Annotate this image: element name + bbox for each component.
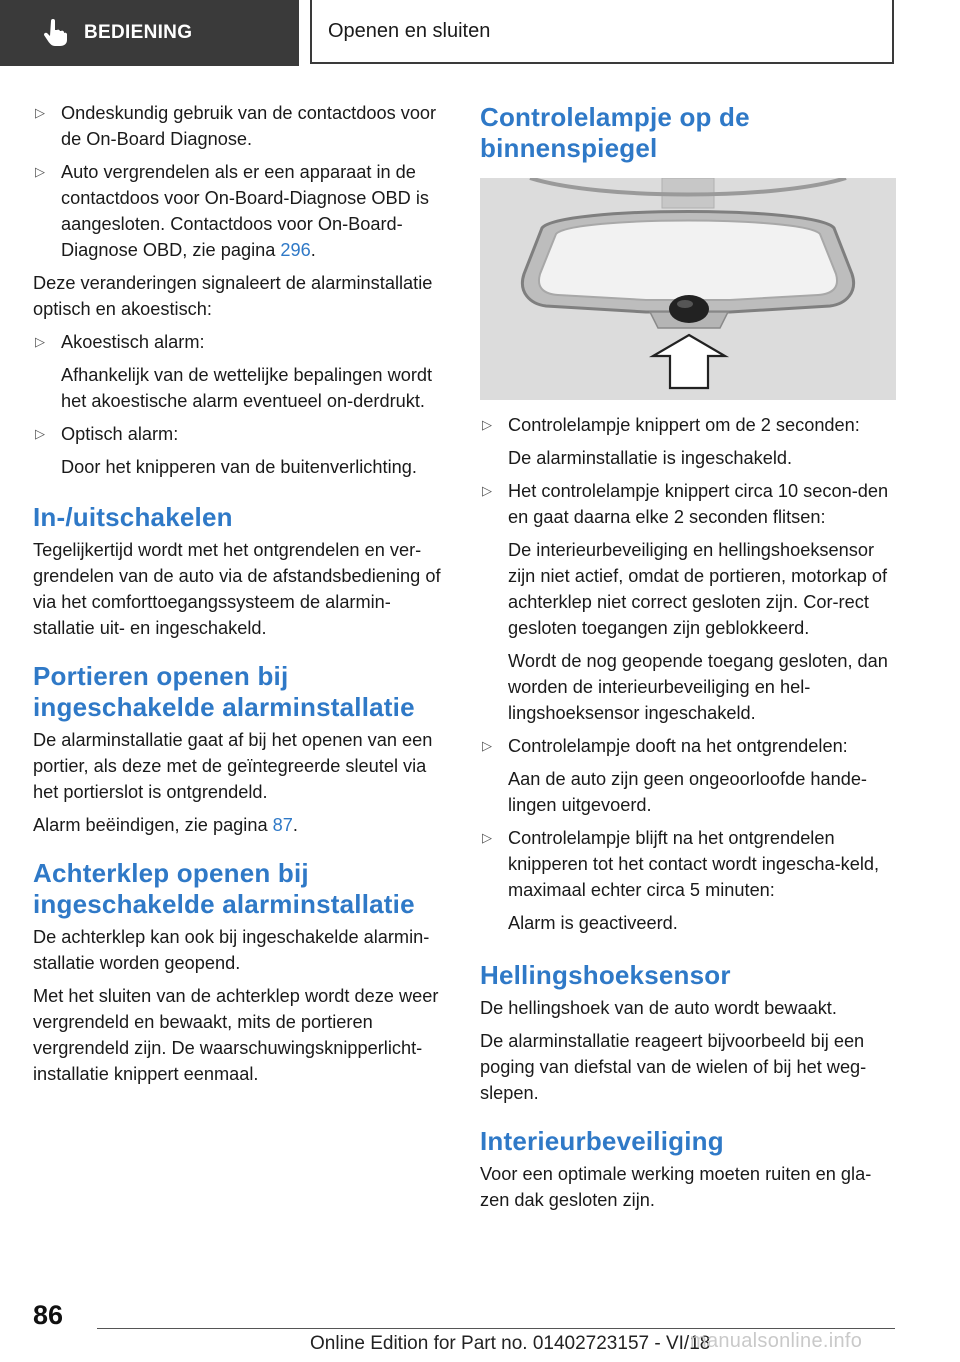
page-link[interactable]: 296 — [280, 240, 311, 260]
paragraph — [33, 812, 451, 838]
list-item-text: Auto vergrendelen als er een apparaat in de contactdoos voor On-Board-Diagnose OBD is aangesloten. Contactdoos voor On-Board-Diagnose OBD, zie pagina — [61, 162, 429, 260]
list-item-text: Controlelampje knippert om de 2 seconden: — [508, 415, 860, 435]
list-item-detail: Wordt de nog geopende toegang gesloten, dan worden de interieurbeveiliging en hel-lingshoeksensor ingeschakeld. — [508, 651, 888, 723]
section-heading: In-/uitschakelen — [33, 502, 233, 532]
section-title: BEDIENING — [84, 22, 193, 43]
section-heading: Hellingshoeksensor — [480, 960, 731, 990]
list-item-detail: De alarminstallatie is ingeschakeld. — [508, 448, 793, 468]
chapter-header — [310, 0, 894, 64]
right-column — [480, 100, 896, 1220]
rearview-mirror-illustration — [480, 178, 896, 400]
section-tab — [0, 0, 299, 66]
list-item-text: Optisch alarm: — [61, 424, 179, 444]
paragraph: Met het sluiten van de achterklep wordt deze weer vergrendeld en bewaakt, mits de portieren vergrendeld zijn. De waarschuwingsknipperlicht-installatie knippert eenmaal. — [33, 986, 439, 1084]
list-item-detail: De interieurbeveiliging en hellingshoeksensor zijn niet actief, omdat de portieren, motorkap of achterklep niet correct gesloten zijn. Cor-rect gesloten toegangen zijn geblokkeerd. — [508, 540, 888, 638]
list-item-detail: Alarm is geactiveerd. — [508, 913, 678, 933]
bullet-marker: ▷ — [35, 426, 45, 441]
list-item-text: Het controlelampje knippert circa 10 secon-den en gaat daarna elke 2 seconden flitsen: — [508, 481, 889, 527]
list-item — [480, 478, 896, 530]
list-item-detail: Door het knipperen van de buitenverlichting. — [61, 457, 417, 477]
list-item-text: Ondeskundig gebruik van de contactdoos voor de On-Board Diagnose. — [61, 103, 437, 149]
paragraph: Tegelijkertijd wordt met het ontgrendelen en ver-grendelen van de auto via de afstandsbediening of via het comforttoegangssysteem de alarmin-stallatie uit- en ingeschakeld. — [33, 540, 441, 638]
list-item — [33, 421, 451, 447]
list-item — [33, 159, 451, 263]
section-heading: Portieren openen bij ingeschakelde alarminstallatie — [33, 661, 415, 722]
bullet-marker: ▷ — [482, 417, 492, 432]
left-column — [33, 100, 451, 1094]
list-item — [33, 100, 451, 152]
punctuation: . — [310, 240, 316, 260]
paragraph: De achterklep kan ook bij ingeschakelde alarmin-stallatie worden geopend. — [33, 927, 430, 973]
paragraph-text: Alarm beëindigen, zie pagina — [33, 815, 273, 835]
paragraph: Deze veranderingen signaleert de alarminstallatie optisch en akoestisch: — [33, 273, 433, 319]
list-item — [33, 329, 451, 355]
list-item-detail: Aan de auto zijn geen ongeoorloofde hande-lingen uitgevoerd. — [508, 769, 867, 815]
bullet-marker: ▷ — [35, 164, 45, 179]
page-link[interactable]: 87 — [272, 815, 293, 835]
punctuation: . — [292, 815, 298, 835]
bullet-marker: ▷ — [35, 105, 45, 120]
section-heading: Controlelampje op de binnenspiegel — [480, 102, 750, 163]
section-heading: Interieurbeveiliging — [480, 1126, 724, 1156]
paragraph: De hellingshoek van de auto wordt bewaakt. — [480, 998, 837, 1018]
list-item-text: Controlelampje blijft na het ontgrendelen knipperen tot het contact wordt ingescha-keld, maximaal echter circa 5 minuten: — [508, 828, 880, 900]
section-heading: Achterklep openen bij ingeschakelde alarminstallatie — [33, 858, 415, 919]
bullet-marker: ▷ — [482, 738, 492, 753]
footer-divider — [97, 1328, 895, 1329]
paragraph: De alarminstallatie reageert bijvoorbeeld bij een poging van diefstal van de wielen of bij het weg-slepen. — [480, 1031, 867, 1103]
list-item-text: Akoestisch alarm: — [61, 332, 205, 352]
edition-text: Online Edition for Part no. 01402723157 - VI/18 — [310, 1333, 711, 1354]
page-number: 86 — [33, 1300, 64, 1330]
bullet-marker: ▷ — [482, 483, 492, 498]
list-item — [480, 825, 896, 903]
paragraph: Voor een optimale werking moeten ruiten en gla-zen dak gesloten zijn. — [480, 1164, 872, 1210]
bullet-marker: ▷ — [482, 830, 492, 845]
list-item-detail: Afhankelijk van de wettelijke bepalingen wordt het akoestische alarm eventueel on-derdrukt. — [61, 365, 433, 411]
list-item — [480, 733, 896, 759]
list-item-text: Controlelampje dooft na het ontgrendelen: — [508, 736, 848, 756]
list-item — [480, 412, 896, 438]
watermark: manualsonline.info — [690, 1330, 863, 1352]
chapter-title: Openen en sluiten — [328, 19, 491, 42]
list-item-text — [61, 159, 451, 263]
hand-pointer-icon — [40, 18, 70, 48]
paragraph: De alarminstallatie gaat af bij het openen van een portier, als deze met de geïntegreerde sleutel via het portierslot is ontgrendeld. — [33, 730, 433, 802]
bullet-marker: ▷ — [35, 334, 45, 349]
